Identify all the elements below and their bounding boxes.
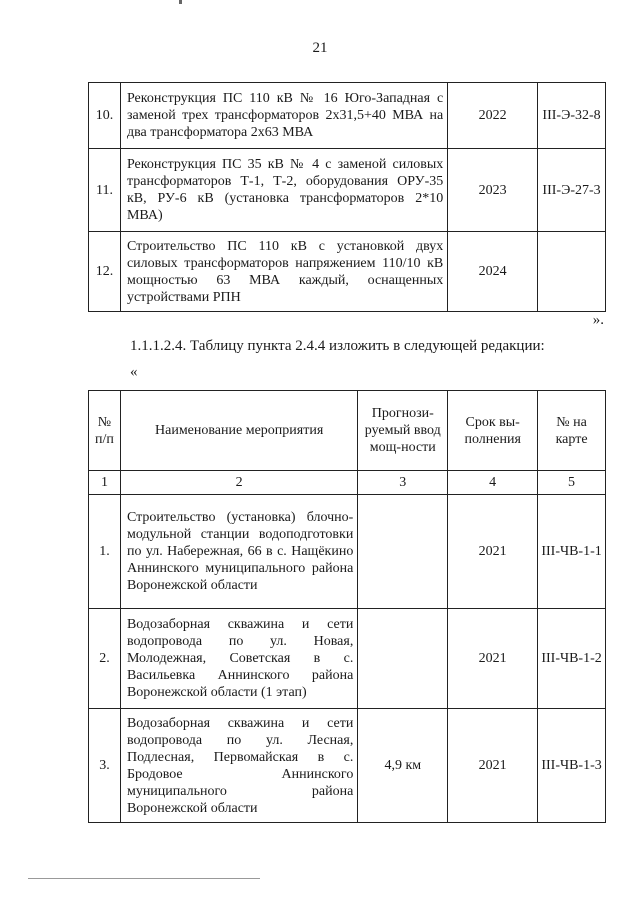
- header-map-number: № на карте: [538, 391, 606, 471]
- capacity: [358, 495, 448, 609]
- amendment-paragraph: 1.1.1.2.4. Таблицу пункта 2.4.4 изложить в следующей редакции:: [130, 338, 545, 354]
- completion-year: 2021: [448, 495, 538, 609]
- measure-name: Водозаборная скважина и сети водопровода по ул. Лесная, Подлесная, Первомайская в с. Бродовое Аннинского муниципального района Воронежской области: [120, 709, 357, 823]
- divider: [28, 878, 260, 879]
- map-number: [538, 232, 606, 312]
- map-number: III-ЧВ-1-3: [538, 709, 606, 823]
- completion-year: 2021: [448, 609, 538, 709]
- scan-mark: [179, 0, 182, 4]
- row-number: 10.: [89, 83, 121, 149]
- completion-year: 2024: [448, 232, 538, 312]
- measure-name: Строительство ПС 110 кВ с установкой двух силовых трансформаторов напряжением 110/10 кВ мощностью 63 МВА каждый, оснащенных устройствами РПН: [120, 232, 447, 312]
- table-row: [89, 149, 606, 232]
- column-number: 4: [448, 471, 538, 495]
- table-row: [89, 709, 606, 823]
- measure-name: Строительство (установка) блочно-модульной станции водоподготовки по ул. Набережная, 66 в с. Нащёкино Аннинского муниципального района Воронежской области: [120, 495, 357, 609]
- table-row: [89, 232, 606, 312]
- map-number: III-Э-27-3: [538, 149, 606, 232]
- completion-year: 2022: [448, 83, 538, 149]
- column-number: 1: [89, 471, 121, 495]
- table-row: [89, 495, 606, 609]
- header-capacity: Прогнози-руемый ввод мощ-ности: [358, 391, 448, 471]
- measure-name: Реконструкция ПС 110 кВ № 16 Юго-Западная с заменой трех трансформаторов 2х31,5+40 МВА на два трансформатора 2х63 МВА: [120, 83, 447, 149]
- map-number: III-ЧВ-1-1: [538, 495, 606, 609]
- row-number: 12.: [89, 232, 121, 312]
- column-number: 5: [538, 471, 606, 495]
- row-number: 11.: [89, 149, 121, 232]
- table-water-supply: [88, 390, 606, 823]
- capacity: 4,9 км: [358, 709, 448, 823]
- column-number: 2: [120, 471, 357, 495]
- page-number: 21: [312, 40, 328, 56]
- map-number: III-ЧВ-1-2: [538, 609, 606, 709]
- table-power-substations: [88, 82, 606, 312]
- measure-name: Реконструкция ПС 35 кВ № 4 с заменой силовых трансформаторов Т-1, Т-2, оборудования ОРУ-35 кВ, РУ-6 кВ (установка трансформаторов 2*10 МВА): [120, 149, 447, 232]
- row-number: 1.: [89, 495, 121, 609]
- completion-year: 2021: [448, 709, 538, 823]
- row-number: 3.: [89, 709, 121, 823]
- map-number: III-Э-32-8: [538, 83, 606, 149]
- closing-quote: ».: [592, 312, 604, 328]
- table-row: [89, 83, 606, 149]
- measure-name: Водозаборная скважина и сети водопровода по ул. Новая, Молодежная, Советская в с. Васильевка Аннинского района Воронежской области (1 этап): [120, 609, 357, 709]
- opening-quote: «: [130, 364, 138, 380]
- header-completion: Срок вы-полнения: [448, 391, 538, 471]
- header-number: № п/п: [89, 391, 121, 471]
- table-row: [89, 609, 606, 709]
- row-number: 2.: [89, 609, 121, 709]
- column-number: 3: [358, 471, 448, 495]
- completion-year: 2023: [448, 149, 538, 232]
- column-number-row: [89, 471, 606, 495]
- capacity: [358, 609, 448, 709]
- table-header-row: [89, 391, 606, 471]
- header-measure-name: Наименование мероприятия: [120, 391, 357, 471]
